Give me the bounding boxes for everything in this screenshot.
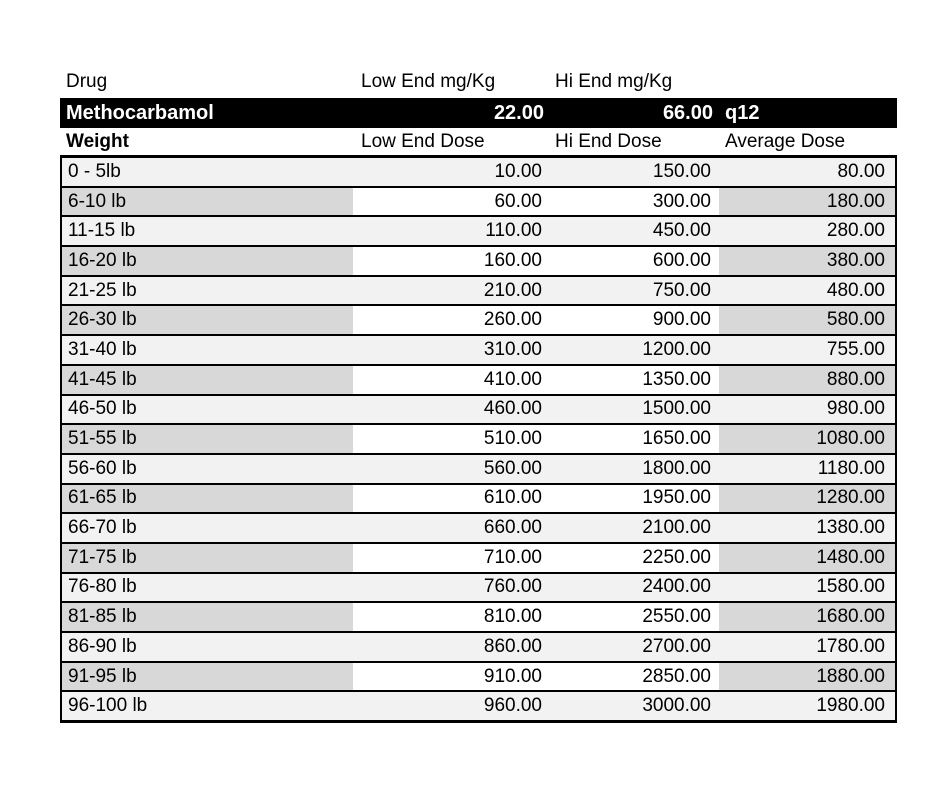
weight-cell: 16-20 lb — [62, 247, 353, 275]
table-row — [62, 603, 895, 633]
hi-end-dose-cell: 2100.00 — [547, 514, 719, 542]
weight-cell: 96-100 lb — [62, 692, 353, 720]
hi-end-dose-cell: 2550.00 — [547, 603, 719, 631]
weight-cell: 11-15 lb — [62, 217, 353, 245]
table-row — [62, 455, 895, 485]
weight-cell: 21-25 lb — [62, 277, 353, 305]
average-dose-cell: 755.00 — [719, 336, 895, 364]
average-dose-cell: 380.00 — [719, 247, 895, 275]
hi-end-dose-cell: 900.00 — [547, 306, 719, 334]
average-dose-cell: 980.00 — [719, 396, 895, 424]
table-row — [62, 277, 895, 307]
table-row — [62, 396, 895, 426]
table-row — [62, 247, 895, 277]
weight-column-header: Weight — [66, 130, 129, 152]
weight-cell: 31-40 lb — [62, 336, 353, 364]
hi-end-dose-cell: 2250.00 — [547, 544, 719, 572]
average-dose-cell: 880.00 — [719, 366, 895, 394]
drug-band-row — [60, 98, 897, 128]
hi-end-dose-cell: 600.00 — [547, 247, 719, 275]
weight-cell: 76-80 lb — [62, 574, 353, 602]
hi-end-dose-cell: 150.00 — [547, 158, 719, 186]
hi-end-dose-cell: 3000.00 — [547, 692, 719, 720]
average-dose-cell: 1480.00 — [719, 544, 895, 572]
table-row — [62, 188, 895, 218]
dose-chart-sheet — [60, 65, 897, 723]
table-row — [62, 485, 895, 515]
average-dose-header: Average Dose — [725, 130, 846, 152]
average-dose-cell: 1780.00 — [719, 633, 895, 661]
table-row — [62, 692, 895, 723]
hi-end-dose-cell: 1650.00 — [547, 425, 719, 453]
drug-hi-end-mgkg: 66.00 — [662, 101, 713, 124]
hi-end-dose-cell: 450.00 — [547, 217, 719, 245]
hi-end-dose-cell: 1350.00 — [547, 366, 719, 394]
average-dose-cell: 1380.00 — [719, 514, 895, 542]
weight-cell: 81-85 lb — [62, 603, 353, 631]
table-row — [62, 425, 895, 455]
drug-header-row — [60, 65, 897, 98]
average-dose-cell: 1680.00 — [719, 603, 895, 631]
low-end-dose-cell: 210.00 — [353, 277, 547, 305]
hi-end-dose-cell: 1950.00 — [547, 485, 719, 513]
hi-end-dose-cell: 1200.00 — [547, 336, 719, 364]
low-end-dose-cell: 110.00 — [353, 217, 547, 245]
table-row — [62, 336, 895, 366]
weight-cell: 71-75 lb — [62, 544, 353, 572]
hi-end-dose-cell: 1800.00 — [547, 455, 719, 483]
weight-cell: 91-95 lb — [62, 663, 353, 691]
low-end-dose-cell: 160.00 — [353, 247, 547, 275]
table-row — [62, 158, 895, 188]
average-dose-cell: 480.00 — [719, 277, 895, 305]
low-end-dose-cell: 560.00 — [353, 455, 547, 483]
low-end-dose-cell: 660.00 — [353, 514, 547, 542]
low-end-dose-header: Low End Dose — [361, 130, 485, 152]
low-end-dose-cell: 10.00 — [353, 158, 547, 186]
weight-cell: 26-30 lb — [62, 306, 353, 334]
table-row — [62, 306, 895, 336]
low-end-dose-cell: 60.00 — [353, 188, 547, 216]
low-end-dose-cell: 260.00 — [353, 306, 547, 334]
table-row — [62, 514, 895, 544]
drug-name: Methocarbamol — [66, 101, 214, 124]
drug-low-end-mgkg: 22.00 — [493, 101, 544, 124]
weight-cell: 61-65 lb — [62, 485, 353, 513]
hi-end-mgkg-header: Hi End mg/Kg — [555, 70, 673, 92]
low-end-dose-cell: 410.00 — [353, 366, 547, 394]
low-end-dose-cell: 610.00 — [353, 485, 547, 513]
dose-table-body — [60, 158, 897, 723]
average-dose-cell: 180.00 — [719, 188, 895, 216]
low-end-dose-cell: 510.00 — [353, 425, 547, 453]
weight-cell: 51-55 lb — [62, 425, 353, 453]
table-row — [62, 217, 895, 247]
hi-end-dose-cell: 750.00 — [547, 277, 719, 305]
hi-end-dose-header: Hi End Dose — [555, 130, 662, 152]
low-end-dose-cell: 760.00 — [353, 574, 547, 602]
average-dose-cell: 580.00 — [719, 306, 895, 334]
drug-frequency: q12 — [725, 101, 760, 124]
low-end-mgkg-header: Low End mg/Kg — [361, 70, 496, 92]
weight-cell: 0 - 5lb — [62, 158, 353, 186]
table-row — [62, 366, 895, 396]
weight-cell: 6-10 lb — [62, 188, 353, 216]
weight-cell: 66-70 lb — [62, 514, 353, 542]
weight-cell: 41-45 lb — [62, 366, 353, 394]
hi-end-dose-cell: 300.00 — [547, 188, 719, 216]
weight-cell: 46-50 lb — [62, 396, 353, 424]
hi-end-dose-cell: 1500.00 — [547, 396, 719, 424]
hi-end-dose-cell: 2850.00 — [547, 663, 719, 691]
low-end-dose-cell: 460.00 — [353, 396, 547, 424]
low-end-dose-cell: 960.00 — [353, 692, 547, 720]
low-end-dose-cell: 810.00 — [353, 603, 547, 631]
average-dose-cell: 1280.00 — [719, 485, 895, 513]
average-dose-cell: 1580.00 — [719, 574, 895, 602]
low-end-dose-cell: 910.00 — [353, 663, 547, 691]
average-dose-cell: 1080.00 — [719, 425, 895, 453]
table-row — [62, 544, 895, 574]
average-dose-cell: 1980.00 — [719, 692, 895, 720]
weight-cell: 56-60 lb — [62, 455, 353, 483]
hi-end-dose-cell: 2700.00 — [547, 633, 719, 661]
low-end-dose-cell: 860.00 — [353, 633, 547, 661]
hi-end-dose-cell: 2400.00 — [547, 574, 719, 602]
average-dose-cell: 80.00 — [719, 158, 895, 186]
average-dose-cell: 1180.00 — [719, 455, 895, 483]
weight-cell: 86-90 lb — [62, 633, 353, 661]
dose-header-row — [60, 128, 897, 158]
table-row — [62, 574, 895, 604]
table-row — [62, 633, 895, 663]
low-end-dose-cell: 310.00 — [353, 336, 547, 364]
average-dose-cell: 280.00 — [719, 217, 895, 245]
average-dose-cell: 1880.00 — [719, 663, 895, 691]
table-row — [62, 663, 895, 693]
drug-header-label: Drug — [66, 70, 108, 92]
low-end-dose-cell: 710.00 — [353, 544, 547, 572]
